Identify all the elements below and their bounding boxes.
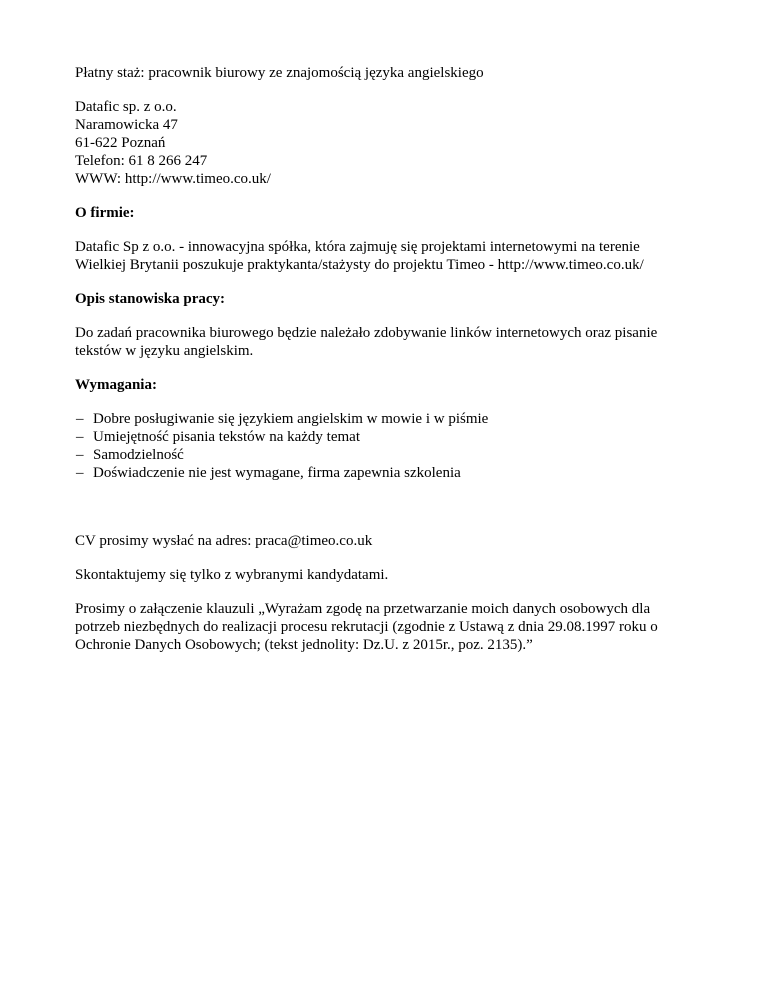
requirements-list — [75, 410, 695, 482]
spacer — [75, 498, 695, 532]
company-www: WWW: http://www.timeo.co.uk/ — [75, 171, 271, 187]
cv-line: CV prosimy wysłać na adres: praca@timeo.co.uk — [75, 533, 373, 549]
company-city: 61-622 Poznań — [75, 135, 166, 151]
page-title — [75, 64, 695, 82]
about-paragraph — [75, 238, 695, 274]
dash-bullet-icon: – — [76, 447, 84, 463]
requirement-text: Umiejętność pisania tekstów na każdy temat — [93, 429, 361, 445]
dash-bullet-icon: – — [76, 411, 84, 427]
contact-line: Skontaktujemy się tylko z wybranymi kandydatami. — [75, 567, 389, 583]
requirement-text: Samodzielność — [93, 447, 184, 463]
document-page — [75, 64, 695, 670]
about-heading: O firmie: — [75, 205, 135, 221]
contact-paragraph — [75, 566, 695, 584]
list-item — [75, 446, 695, 464]
dash-bullet-icon: – — [76, 429, 84, 445]
dash-bullet-icon: – — [76, 465, 84, 481]
clause-line: potrzeb niezbędnych do realizacji procesu rekrutacji (zgodnie z Ustawą z dnia 29.08.1997 roku o — [75, 619, 658, 635]
title-text: Płatny staż: pracownik biurowy ze znajomością języka angielskiego — [75, 65, 484, 81]
requirement-text: Doświadczenie nie jest wymagane, firma zapewnia szkolenia — [93, 465, 461, 481]
company-phone: Telefon: 61 8 266 247 — [75, 153, 208, 169]
requirement-text: Dobre posługiwanie się językiem angielskim w mowie i w piśmie — [93, 411, 489, 427]
clause-line: Ochronie Danych Osobowych; (tekst jednolity: Dz.U. z 2015r., poz. 2135).” — [75, 637, 533, 653]
requirements-heading: Wymagania: — [75, 377, 157, 393]
cv-paragraph — [75, 532, 695, 550]
position-paragraph — [75, 324, 695, 360]
position-line: Do zadań pracownika biurowego będzie należało zdobywanie linków internetowych oraz pisanie — [75, 325, 658, 341]
list-item — [75, 410, 695, 428]
company-name: Datafic sp. z o.o. — [75, 99, 177, 115]
position-line: tekstów w języku angielskim. — [75, 343, 254, 359]
company-street: Naramowicka 47 — [75, 117, 178, 133]
list-item — [75, 464, 695, 482]
position-heading: Opis stanowiska pracy: — [75, 291, 226, 307]
clause-paragraph — [75, 600, 695, 654]
about-line: Datafic Sp z o.o. - innowacyjna spółka, która zajmuję się projektami internetowymi na terenie — [75, 239, 640, 255]
clause-line: Prosimy o załączenie klauzuli „Wyrażam zgodę na przetwarzanie moich danych osobowych dla — [75, 601, 651, 617]
company-address-block — [75, 98, 695, 188]
list-item — [75, 428, 695, 446]
about-line: Wielkiej Brytanii poszukuje praktykanta/stażysty do projektu Timeo - http://www.timeo.co.uk/ — [75, 257, 644, 273]
